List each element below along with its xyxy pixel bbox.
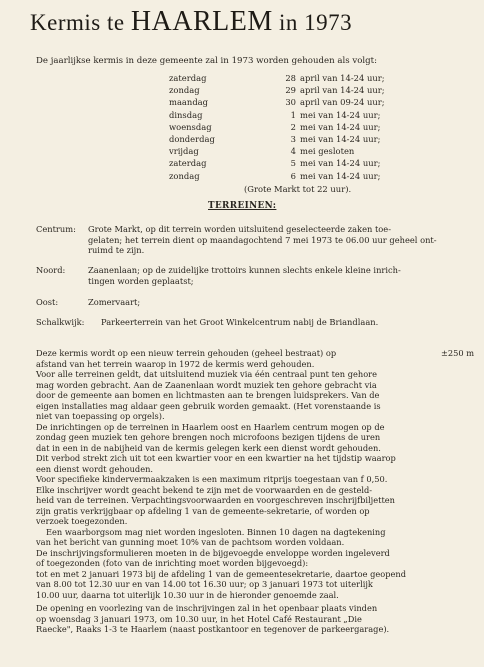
body-line: Voor specifieke kindervermaakzaken is een maximum ritprijs toegestaan van f 0,50.: [36, 474, 388, 484]
schedule-date: 28: [285, 73, 296, 83]
terrain-label: Oost:: [36, 297, 59, 307]
page-title: [30, 6, 480, 38]
body-line: Een waarborgsom mag niet worden ingesloten. Binnen 10 dagen na dagtekening: [46, 526, 386, 537]
schedule-note: (Grote Markt tot 22 uur).: [244, 184, 352, 194]
schedule-day: dinsdag: [169, 109, 203, 120]
body-line: niet van toepassing op orgels).: [36, 411, 165, 421]
terrain-label: Centrum:: [36, 224, 76, 234]
terrain-line: Zomervaart;: [88, 297, 141, 307]
body-line: heid van de terreinen. Verpachtingsvoorwaarden en voorgeschreven inschrijfbiljetten: [36, 495, 395, 505]
body-line: Raecke", Raaks 1-3 te Haarlem (naast postkantoor en tegenover de parkeergarage).: [36, 624, 390, 634]
body-line: op woensdag 3 januari 1973, om 10.30 uur, in het Hotel Café Restaurant „Die: [36, 613, 362, 624]
body-line: Voor alle terreinen geldt, dat uitsluitend muziek via één centraal punt ten gehore: [36, 369, 378, 379]
schedule-date: 2: [290, 121, 296, 132]
body-line: Elke inschrijver wordt geacht bekend te zijn met de voorwaarden en de gesteld-: [36, 484, 373, 495]
terrain-text: [88, 224, 437, 256]
schedule-date: 29: [285, 85, 296, 96]
title-part-3: in 1973: [272, 10, 353, 35]
body-line: De inschrijvingsformulieren moeten in de bijgevoegde enveloppe worden ingeleverd: [36, 547, 390, 558]
schedule-date: 4: [290, 146, 296, 157]
schedule-date: 6: [290, 170, 296, 181]
body-line: Dit verbod strekt zich uit tot een kwartier voor en een kwartier na het tijdstip waarop: [36, 453, 396, 463]
schedule-day: zaterdag: [169, 158, 207, 169]
body-line: verzoek toegezonden.: [36, 516, 128, 526]
body-line: tot en met 2 januari 1973 bij de afdeling 1 van de gemeentesekretarie, daartoe geopend: [36, 568, 406, 579]
terrain-line: ruimd te zijn.: [88, 245, 145, 256]
schedule-day: zondag: [169, 170, 200, 181]
body-line: afstand van het terrein waarop in 1972 de kermis werd gehouden.: [36, 358, 315, 369]
body-line: zondag geen muziek ten gehore brengen noch microfoons bezigen tijdens de uren: [36, 432, 381, 442]
body-line: een dienst wordt gehouden.: [36, 463, 154, 474]
body-line: zijn gratis verkrijgbaar op afdeling 1 van de gemeente-sekretarie, of worden op: [36, 505, 370, 516]
body-line: De inrichtingen op de terreinen in Haarlem oost en Haarlem centrum mogen op de: [36, 421, 385, 432]
terrain-line: tingen worden geplaatst;: [88, 275, 194, 286]
schedule-date: 5: [290, 158, 296, 169]
schedule-hours: april van 14-24 uur;: [300, 73, 385, 83]
terrain-label: Schalkwijk:: [36, 317, 85, 327]
title-part-1: Kermis te: [30, 10, 131, 35]
body-line: dat in een in de nabijheid van de kermis gelegen kerk een dienst wordt gehouden.: [36, 442, 381, 453]
schedule-hours: april van 09-24 uur;: [300, 97, 385, 108]
schedule-date: 1: [290, 109, 296, 120]
schedule-hours: april van 14-24 uur;: [300, 85, 385, 96]
schedule-day: zaterdag: [169, 73, 207, 83]
schedule-hours: mei van 14-24 uur;: [300, 121, 381, 132]
terrain-line: Zaanenlaan; op de zuidelijke trottoirs kunnen slechts enkele kleine inrich-: [88, 265, 401, 275]
schedule-day: maandag: [169, 97, 209, 108]
terreinen-heading: TERREINEN:: [208, 201, 277, 211]
terrain-text: [88, 297, 140, 308]
body-line: De opening en voorlezing van de inschrijvingen zal in het openbaar plaats vinden: [36, 603, 378, 613]
body-line: eigen installaties mag aldaar geen gebruik worden gemaakt. (Het vorenstaande is: [36, 400, 381, 411]
terrain-label: Noord:: [36, 265, 66, 275]
schedule-date: 30: [285, 97, 296, 108]
body-line: Deze kermis wordt op een nieuw terrein gehouden (geheel bestraat) op: [36, 348, 337, 358]
schedule-day: donderdag: [169, 134, 215, 144]
title-city: HAARLEM: [130, 6, 273, 37]
schedule-day: woensdag: [169, 121, 212, 132]
schedule-date: 3: [290, 134, 296, 144]
body-line: van het bericht van gunning moet 10% van de pachtsom worden voldaan.: [36, 537, 345, 547]
terrain-line: Grote Markt, op dit terrein worden uitsluitend geselecteerde zaken toe-: [88, 224, 392, 234]
body-line: of toegezonden (foto van de inrichting moet worden bijgevoegd):: [36, 558, 309, 568]
body-line: van 8.00 tot 12.30 uur en van 14.00 tot 16.30 uur; op 3 januari 1973 tot uiterlijk: [36, 579, 373, 589]
margin-note: ±250 m: [441, 348, 475, 358]
body-line: mag worden gebracht. Aan de Zaanenlaan wordt muziek ten gehore gebracht via: [36, 379, 377, 390]
schedule-day: vrijdag: [169, 146, 199, 157]
terrain-line: gelaten; het terrein dient op maandagochtend 7 mei 1973 te 06.00 uur geheel ont-: [88, 234, 437, 245]
schedule-hours: mei gesloten: [300, 146, 355, 157]
body-line: 10.00 uur, daarna tot uiterlijk 10.30 uur in de hieronder genoemde zaal.: [36, 589, 339, 600]
schedule-day: zondag: [169, 85, 200, 96]
schedule-hours: mei van 14-24 uur;: [300, 134, 381, 144]
schedule-hours: mei van 14-24 uur;: [300, 158, 381, 169]
terrain-line: Parkeerterrein van het Groot Winkelcentrum nabij de Briandlaan.: [101, 317, 379, 327]
body-line: door de gemeente aan bomen en lichtmasten aan te brengen luidsprekers. Van de: [36, 390, 380, 400]
body-text: [36, 348, 426, 635]
schedule-hours: mei van 14-24 uur;: [300, 170, 381, 181]
terrain-text: [88, 265, 401, 286]
schedule-hours: mei van 14-24 uur;: [300, 109, 381, 120]
intro-text: De jaarlijkse kermis in deze gemeente zal in 1973 worden gehouden als volgt:: [36, 56, 377, 66]
terrain-text: [101, 317, 378, 328]
